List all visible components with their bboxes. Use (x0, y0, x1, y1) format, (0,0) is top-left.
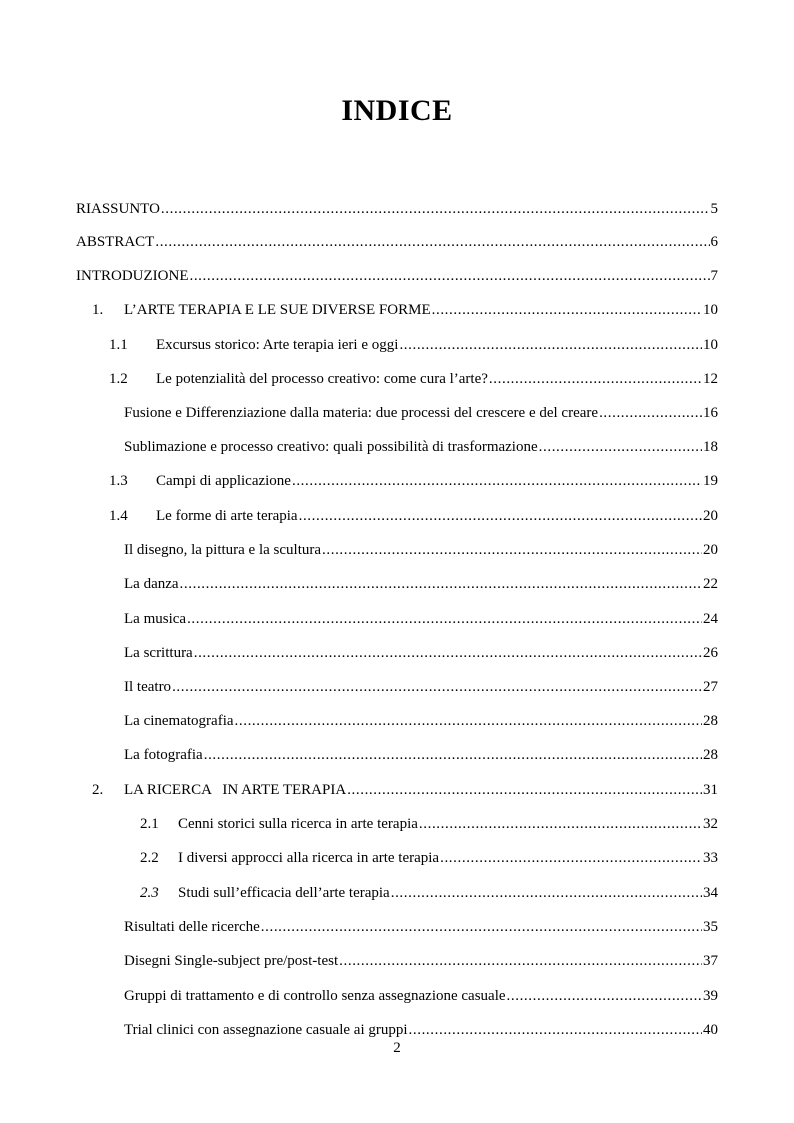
toc-entry-page: 7 (710, 268, 718, 284)
dot-leader (235, 710, 702, 732)
dot-leader (399, 334, 702, 356)
toc-entry-page: 31 (703, 782, 718, 798)
toc-entry-title: LA RICERCA IN ARTE TERAPIA (124, 782, 347, 798)
toc-entry-page: 16 (703, 405, 718, 421)
toc-entry[interactable] (76, 299, 718, 321)
toc-entry-page: 28 (703, 713, 718, 729)
toc-entry-page: 37 (703, 953, 718, 969)
dot-leader (155, 231, 709, 253)
toc-entry-page: 26 (703, 645, 718, 661)
toc-entry-page: 5 (710, 201, 718, 217)
toc-entry-page: 20 (703, 542, 718, 558)
toc-entry-page: 35 (703, 919, 718, 935)
dot-leader (440, 847, 702, 869)
toc-entry-number: 2.1 (140, 816, 159, 832)
dot-leader (507, 985, 702, 1007)
dot-leader (194, 642, 702, 664)
toc-entry-number: 2. (92, 782, 104, 798)
toc-entry[interactable] (76, 402, 718, 424)
toc-entry-title: Le potenzialità del processo creativo: come cura l’arte? (156, 371, 488, 387)
dot-leader (204, 744, 702, 766)
dot-leader (180, 573, 702, 595)
toc-entry-page: 10 (703, 337, 718, 353)
dot-leader (292, 470, 702, 492)
toc-entry[interactable] (76, 882, 718, 904)
toc-entry-number: 2.3 (140, 885, 159, 901)
toc-entry[interactable] (76, 265, 718, 287)
page-number: 2 (393, 1040, 401, 1056)
toc-entry-page: 33 (703, 850, 718, 866)
dot-leader (489, 368, 702, 390)
toc-entry-title: ABSTRACT (76, 234, 155, 250)
toc-entry[interactable] (76, 813, 718, 835)
dot-leader (189, 265, 709, 287)
page-title: INDICE (341, 94, 453, 127)
toc-entry[interactable] (76, 950, 718, 972)
toc-entry[interactable] (76, 642, 718, 664)
toc-entry[interactable] (76, 779, 718, 801)
toc-entry-title: Le forme di arte terapia (156, 508, 298, 524)
dot-leader (161, 198, 710, 220)
toc-entry-number: 1.3 (109, 473, 128, 489)
toc-entry-page: 20 (703, 508, 718, 524)
toc-entry-title: Trial clinici con assegnazione casuale ai gruppi (124, 1022, 408, 1038)
toc-entry-number: 1.4 (109, 508, 128, 524)
toc-entry-title: I diversi approcci alla ricerca in arte terapia (178, 850, 440, 866)
toc-entry-number: 1.2 (109, 371, 128, 387)
dot-leader (299, 505, 702, 527)
toc-entry[interactable] (76, 334, 718, 356)
toc-entry[interactable] (76, 231, 718, 253)
toc-entry[interactable] (76, 573, 718, 595)
toc-entry-title: Sublimazione e processo creativo: quali possibilità di trasformazione (124, 439, 538, 455)
dot-leader (172, 676, 702, 698)
toc-entry-title: Il disegno, la pittura e la scultura (124, 542, 322, 558)
dot-leader (187, 608, 702, 630)
toc-entry-title: La fotografia (124, 747, 203, 763)
toc-entry[interactable] (76, 436, 718, 458)
toc-entry-title: La cinematografia (124, 713, 234, 729)
toc-entry[interactable] (76, 1019, 718, 1041)
toc-entry-page: 24 (703, 611, 718, 627)
toc-entry-title: La scrittura (124, 645, 193, 661)
toc-entry-title: L’ARTE TERAPIA E LE SUE DIVERSE FORME (124, 302, 431, 318)
toc-entry[interactable] (76, 368, 718, 390)
dot-leader (599, 402, 702, 424)
dot-leader (409, 1019, 702, 1041)
toc-entry-page: 18 (703, 439, 718, 455)
toc-entry-title: INTRODUZIONE (76, 268, 189, 284)
toc-entry[interactable] (76, 847, 718, 869)
toc-entry-title: Risultati delle ricerche (124, 919, 260, 935)
toc-entry[interactable] (76, 470, 718, 492)
toc-entry-page: 10 (703, 302, 718, 318)
toc-entry-page: 40 (703, 1022, 718, 1038)
toc-entry-title: Studi sull’efficacia dell’arte terapia (178, 885, 390, 901)
dot-leader (432, 299, 702, 321)
toc-entry-page: 12 (703, 371, 718, 387)
toc-entry[interactable] (76, 198, 718, 220)
toc-entry-title: La danza (124, 576, 179, 592)
toc-entry-title: La musica (124, 611, 187, 627)
toc-entry-title: Campi di applicazione (156, 473, 291, 489)
toc-entry-page: 22 (703, 576, 718, 592)
dot-leader (347, 779, 702, 801)
toc-entry-title: Il teatro (124, 679, 172, 695)
toc-entry-page: 32 (703, 816, 718, 832)
toc-entry[interactable] (76, 539, 718, 561)
toc-entry-title: RIASSUNTO (76, 201, 160, 217)
toc-entry-page: 27 (703, 679, 718, 695)
toc-entry-page: 19 (703, 473, 718, 489)
toc-entry-page: 39 (703, 988, 718, 1004)
dot-leader (339, 950, 702, 972)
dot-leader (419, 813, 702, 835)
toc-entry-number: 1. (92, 302, 104, 318)
toc-entry-number: 2.2 (140, 850, 159, 866)
toc-entry-title: Cenni storici sulla ricerca in arte terapia (178, 816, 418, 832)
dot-leader (391, 882, 702, 904)
toc-entry[interactable] (76, 505, 718, 527)
toc-entry[interactable] (76, 710, 718, 732)
toc-entry-title: Fusione e Differenziazione dalla materia: due processi del crescere e del creare (124, 405, 599, 421)
toc-entry-title: Gruppi di trattamento e di controllo senza assegnazione casuale (124, 988, 506, 1004)
toc-entry-page: 28 (703, 747, 718, 763)
toc-entry[interactable] (76, 676, 718, 698)
toc-entry-number: 1.1 (109, 337, 128, 353)
dot-leader (322, 539, 702, 561)
toc-entry-title: Disegni Single-subject pre/post-test (124, 953, 339, 969)
toc-entry[interactable] (76, 985, 718, 1007)
toc-entry-page: 6 (710, 234, 718, 250)
toc-entry[interactable] (76, 916, 718, 938)
dot-leader (261, 916, 702, 938)
dot-leader (539, 436, 702, 458)
toc-entry-page: 34 (703, 885, 718, 901)
toc-entry[interactable] (76, 744, 718, 766)
toc-entry[interactable] (76, 608, 718, 630)
toc-entry-title: Excursus storico: Arte terapia ieri e oggi (156, 337, 399, 353)
